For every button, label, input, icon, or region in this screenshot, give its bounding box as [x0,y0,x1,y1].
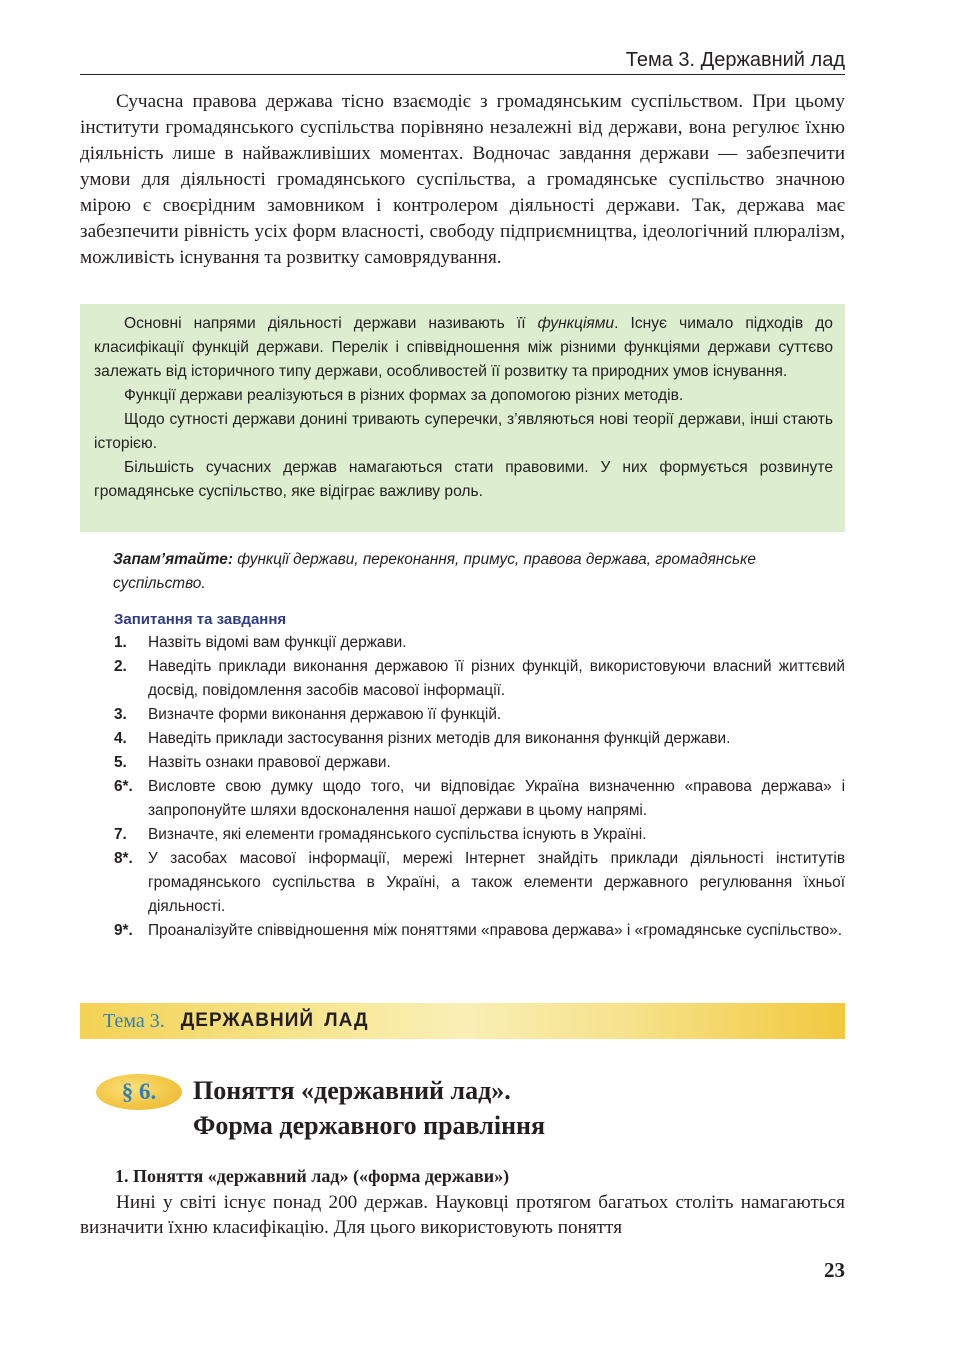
question-text: Назвіть ознаки правової держави. [148,754,391,771]
intro-paragraph: Сучасна правова держава тісно взаємодіє з громадянським суспільством. При цьому інститути громадянського суспільства порівняно незалежні від держави, вона регулює їхню діяльність лише в найважливіших моментах. Водночас завдання держави — забезпечити умови для діяльності громадянського суспільства, а громадянське суспільство значною мірою є своєрідним замовником і контролером діяльності держави. Так, держава має забезпечити рівність усіх форм власності, свободу підприємництва, ідеологічний плюралізм, можливість існування та розвитку самоврядування. [80,91,845,268]
page-number: 23 [824,1258,845,1282]
question-item [114,847,845,919]
question-number: 6*. [114,778,133,795]
summary-paragraph: Більшість сучасних держав намагаються стати правовими. У них формується розвинуте громадянське суспільство, яке відіграє важливу роль. [94,459,833,500]
question-item [114,751,845,775]
question-number: 4. [114,730,127,747]
remember-note [113,548,828,596]
topic-label: Тема 3. [103,1009,165,1032]
running-title: Тема 3. Державний лад [625,49,845,71]
section-title-line: Поняття «державний лад». [193,1076,511,1105]
summary-box [80,304,845,532]
question-number: 3. [114,706,127,723]
summary-paragraph: Щодо сутності держави донині тривають суперечки, з’являються нові теорії держави, інші стають історією. [94,411,833,452]
functions-term: функціями [537,315,615,332]
remember-label: Запам’ятайте: [113,551,233,568]
summary-paragraph: Функції держави реалізуються в різних формах за допомогою різних методів. [124,387,684,404]
question-item [114,727,845,751]
question-item [114,775,845,823]
body-paragraph: Нині у світі існує понад 200 держав. Науковці протягом багатьох століть намагаються визначити їхню класифікацію. Для цього використовують поняття [80,1192,845,1238]
question-item [114,631,845,655]
question-text: У засобах масової інформації, мережі Інтернет знайдіть приклади діяльності інститутів громадянського суспільства в Україні, а також елементи державного регулювання їхньої діяльності. [148,850,845,915]
question-text: Проаналізуйте співвідношення між поняттями «правова держава» і «громадянське суспільство». [148,922,843,939]
remember-terms: функції держави, переконання, примус, правова держава, громадянське суспільство. [113,551,756,592]
topic-title: ДЕРЖАВНИЙ ЛАД [180,1010,369,1031]
running-header [80,46,845,75]
summary-paragraph [94,312,833,384]
section-title [193,1073,833,1143]
questions-list [114,631,845,943]
question-number: 7. [114,826,127,843]
question-number: 2. [114,658,127,675]
question-number: 9*. [114,922,133,939]
question-text: Визначте, які елементи громадянського суспільства існують в Україні. [148,826,647,843]
question-item [114,703,845,727]
subsection-title: 1. Поняття «державний лад» («форма держави») [115,1166,510,1186]
question-text: Назвіть відомі вам функції держави. [148,634,407,651]
summary-text: . Існує чимало підходів до класифікації функцій держави. Перелік і співвідношення між різними функціями держави суттєво залежать від історичного типу держави, особливостей її розвитку та природних умов існування. [94,315,833,380]
question-number: 1. [114,634,127,651]
section-badge: § 6. [96,1074,182,1110]
question-text: Визначте форми виконання державою її функцій. [148,706,502,723]
questions-heading: Запитання та завдання [114,611,287,628]
question-item [114,919,845,943]
question-text: Наведіть приклади застосування різних методів для виконання функцій держави. [148,730,731,747]
question-number: 8*. [114,850,133,867]
question-number: 5. [114,754,127,771]
topic-banner [80,1003,845,1039]
summary-text: Основні напрями діяльності держави називають її [124,315,538,332]
question-item [114,823,845,847]
question-text: Висловте свою думку щодо того, чи відповідає Україна визначенню «правова держава» і запропонуйте шляхи вдосконалення нашої держави в цьому напрямі. [148,778,845,819]
question-item [114,655,845,703]
section-title-line: Форма державного правління [193,1111,546,1140]
question-text: Наведіть приклади виконання державою її різних функцій, використовуючи власний життєвий досвід, повідомлення засобів масової інформації. [148,658,845,699]
